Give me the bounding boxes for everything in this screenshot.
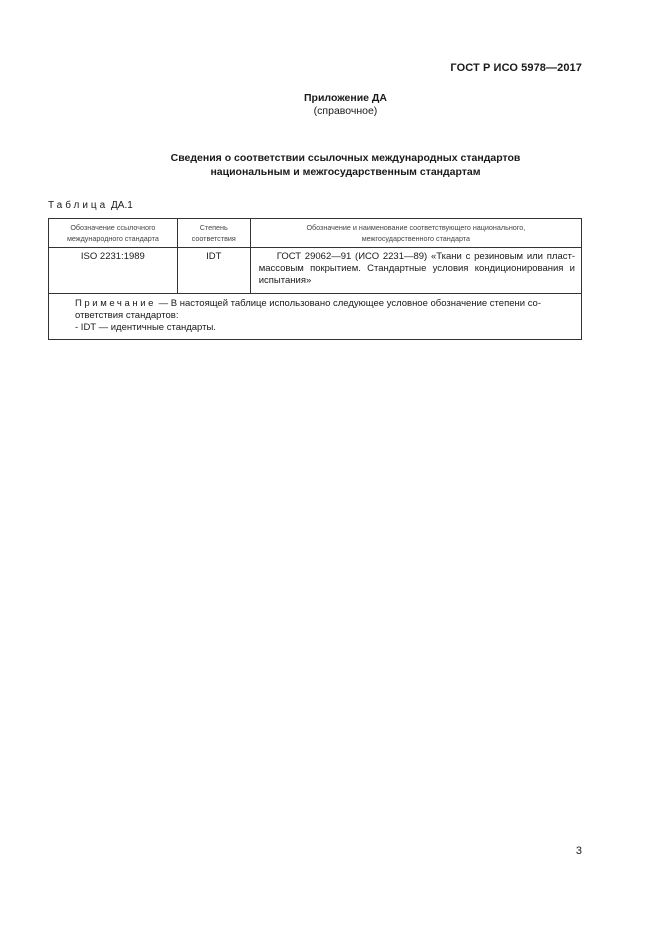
table-row bbox=[49, 248, 582, 294]
table-caption-id: ДА.1 bbox=[111, 200, 133, 211]
column-header-line: международного стандарта bbox=[66, 234, 159, 243]
cell-ref-standard: ISO 2231:1989 bbox=[49, 248, 178, 294]
column-header-line: межгосударственного стандарта bbox=[361, 234, 470, 243]
section-heading bbox=[0, 151, 661, 179]
page-number: 3 bbox=[575, 845, 582, 857]
column-header-line: Обозначение и наименование соответствующего национального, bbox=[306, 223, 526, 232]
table-header-row bbox=[49, 219, 582, 248]
appendix-heading bbox=[0, 92, 661, 118]
note-paragraph bbox=[57, 298, 575, 322]
appendix-subtitle: (справочное) bbox=[313, 105, 378, 117]
note-item: - IDT — идентичные стандарты. bbox=[75, 322, 216, 333]
document-code: ГОСТ Р ИСО 5978—2017 bbox=[450, 62, 582, 74]
column-header-line: соответствия bbox=[191, 234, 236, 243]
note-text: — В настоящей таблице использовано следующее условное обозначение степени соответствия стандартов: bbox=[75, 298, 542, 321]
column-header-degree bbox=[177, 219, 250, 248]
table-caption-word: Таблица bbox=[48, 200, 109, 211]
column-header-line: Обозначение ссылочного bbox=[70, 223, 156, 232]
column-header-national bbox=[250, 219, 581, 248]
note-lead: Примечание bbox=[75, 298, 156, 309]
cell-degree: IDT bbox=[177, 248, 250, 294]
section-heading-line2: национальным и межгосударственным стандартам bbox=[210, 166, 481, 178]
column-header-line: Степень bbox=[199, 223, 228, 232]
table-note bbox=[49, 294, 582, 340]
appendix-title: Приложение ДА bbox=[304, 92, 387, 104]
section-heading-line1: Сведения о соответствии ссылочных международных стандартов bbox=[170, 152, 521, 164]
table-note-row bbox=[49, 294, 582, 340]
column-header-ref-standard bbox=[49, 219, 178, 248]
table-caption bbox=[48, 200, 133, 211]
correspondence-table bbox=[48, 218, 582, 340]
cell-national-standard: ГОСТ 29062—91 (ИСО 2231—89) «Ткани с резиновым или пластмассовым покрытием. Стандартные условия кондиционирования и испытания» bbox=[250, 248, 581, 294]
